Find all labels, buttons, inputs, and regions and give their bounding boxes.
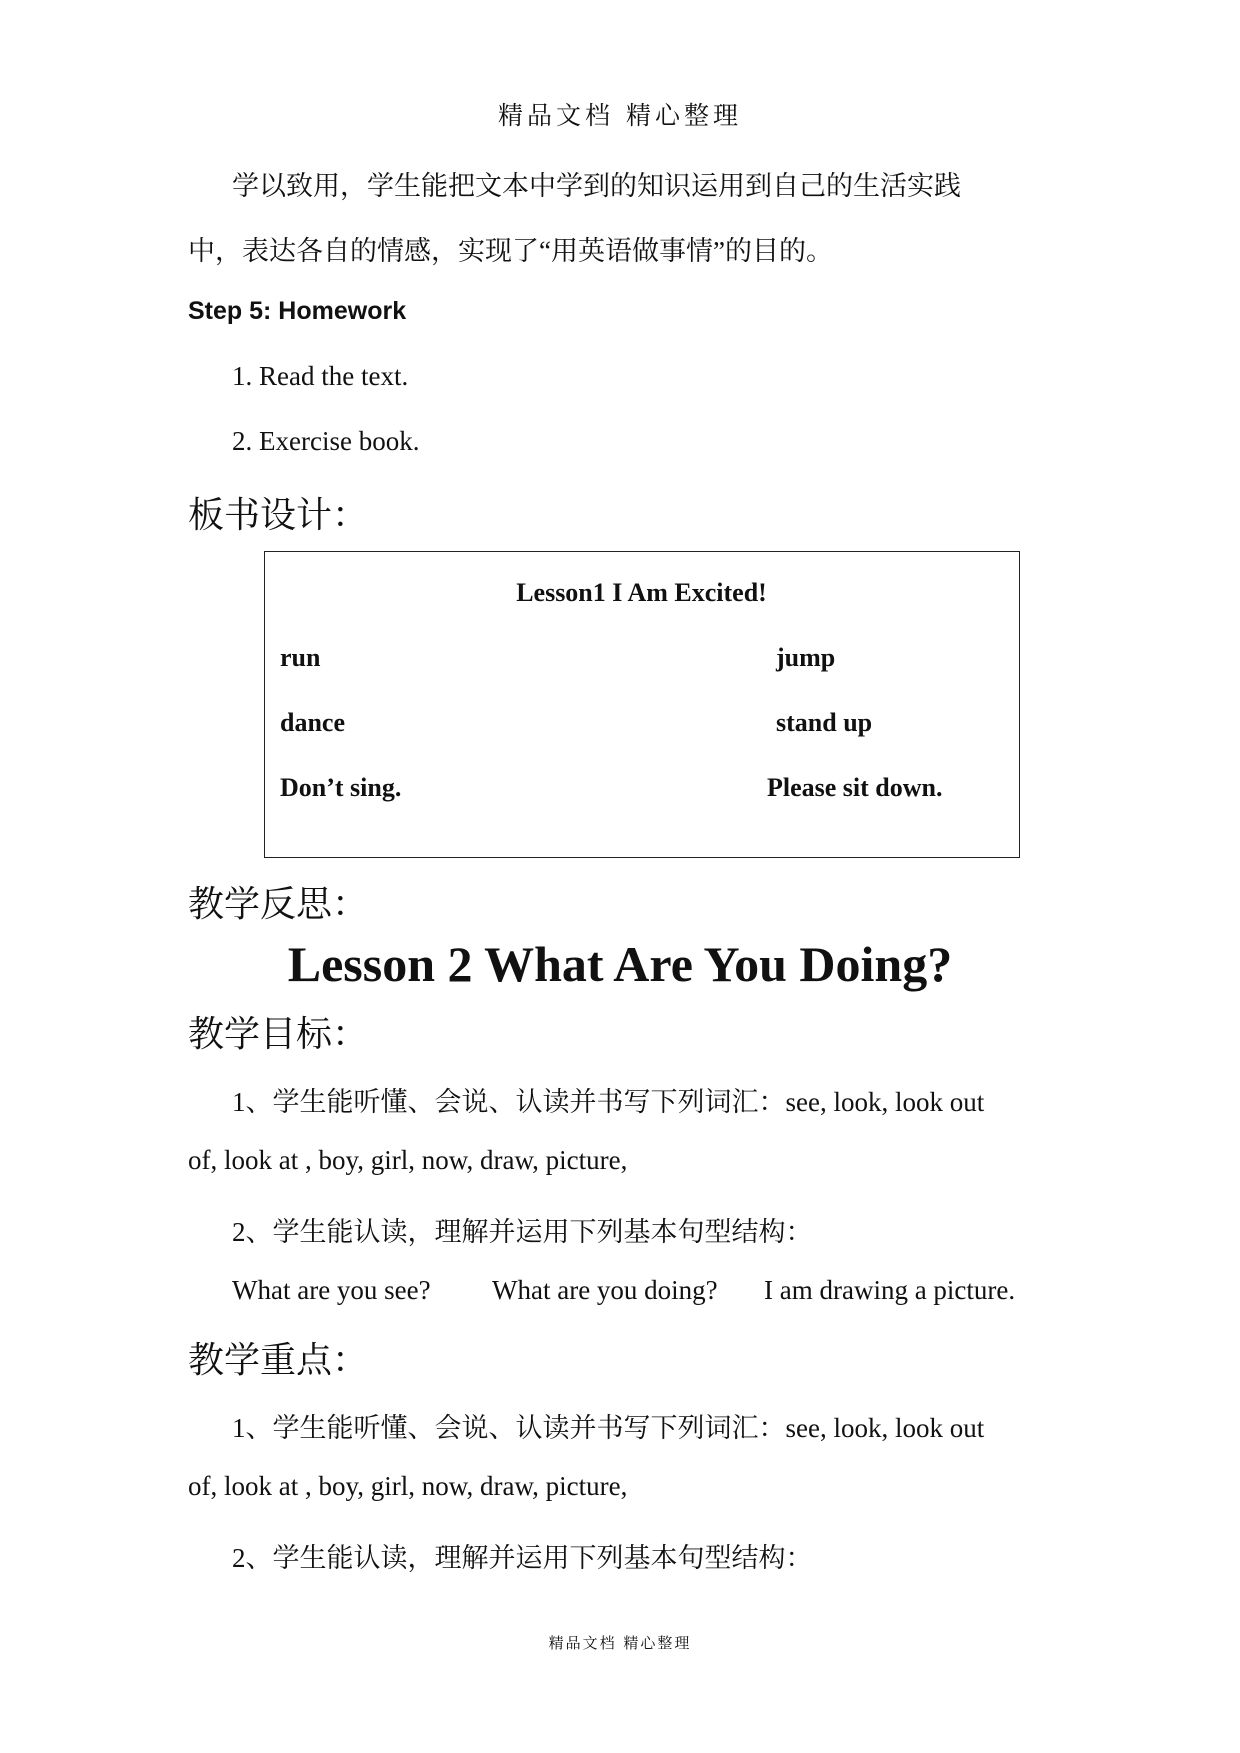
sentence-3: I am drawing a picture.	[764, 1275, 1016, 1305]
key-points-item1-line2: of, look at , boy, girl, now, draw, picture,	[188, 1471, 628, 1501]
board-left-3: Don’t sing.	[280, 773, 402, 802]
objectives-item2: 2、学生能认读，理解并运用下列基本句型结构：	[232, 1217, 813, 1247]
board-design-heading: 板书设计：	[188, 495, 369, 536]
key-points-item2: 2、学生能认读，理解并运用下列基本句型结构：	[232, 1543, 813, 1573]
key-points-item1-line1: 1、学生能听懂、会说、认读并书写下列词汇：see, look, look out	[232, 1413, 985, 1443]
objectives-item1-line1: 1、学生能听懂、会说、认读并书写下列词汇：see, look, look out	[232, 1087, 985, 1117]
lesson2-title: Lesson 2 What Are You Doing?	[287, 936, 953, 992]
objectives-item1-line2: of, look at , boy, girl, now, draw, picture,	[188, 1145, 628, 1175]
reflection-heading: 教学反思：	[188, 884, 369, 925]
intro-line-1: 学以致用，学生能把文本中学到的知识运用到自己的生活实践	[232, 171, 961, 201]
step5-title: Step 5: Homework	[188, 297, 407, 325]
intro-line-2: 中，表达各自的情感，实现了“用英语做事情”的目的。	[188, 236, 833, 266]
board-right-2: stand up	[776, 708, 873, 737]
board-right-1: jump	[776, 643, 836, 672]
homework-item-1: 1. Read the text.	[232, 361, 409, 391]
board-left-2: dance	[280, 708, 345, 737]
page-header: 精品文档 精心整理	[498, 101, 742, 130]
objectives-heading: 教学目标：	[188, 1014, 369, 1055]
sentence-1: What are you see?	[232, 1275, 431, 1305]
sentence-2: What are you doing?	[492, 1275, 718, 1305]
homework-item-2: 2. Exercise book.	[232, 426, 420, 456]
page-footer: 精品文档 精心整理	[548, 1634, 692, 1652]
board-right-3: Please sit down.	[767, 773, 943, 802]
board-design-box	[264, 551, 1020, 858]
board-left-1: run	[280, 643, 321, 672]
key-points-heading: 教学重点：	[188, 1340, 369, 1381]
board-title: Lesson1 I Am Excited!	[516, 578, 767, 607]
